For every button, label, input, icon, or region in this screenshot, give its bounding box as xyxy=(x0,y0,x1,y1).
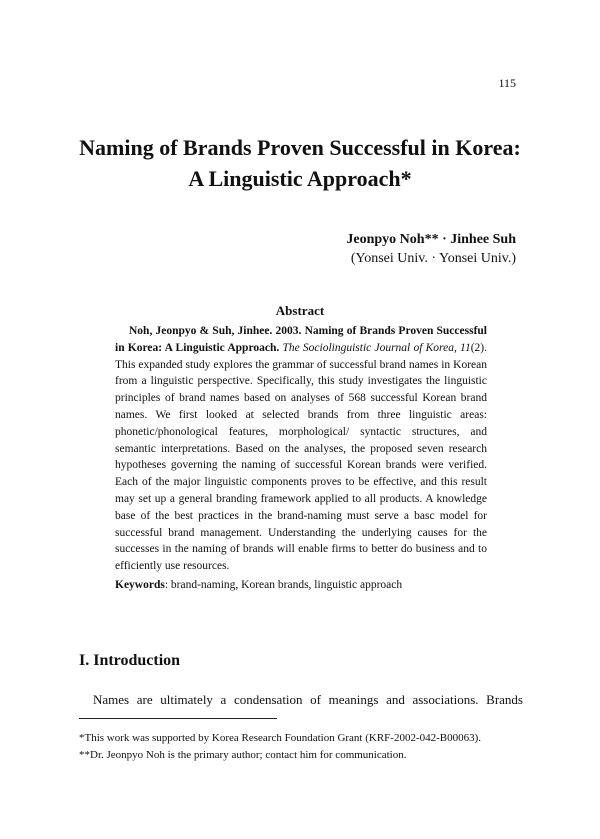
page-number: 115 xyxy=(498,76,516,90)
title-line-1: Naming of Brands Proven Successful in Korea: xyxy=(79,135,521,160)
citation-bold: Noh, Jeonpyo & Suh, Jinhee. 2003. Naming of Brands Proven Successful in Korea: A Linguistic Approach. xyxy=(115,325,487,354)
author-names: Jeonpyo Noh** · Jinhee Suh xyxy=(346,232,516,247)
footnote-rule xyxy=(79,718,277,719)
abstract-paragraph xyxy=(115,323,487,575)
author-affiliations: (Yonsei Univ. · Yonsei Univ.) xyxy=(350,251,516,266)
citation-issue: (2). xyxy=(470,341,487,354)
keywords-text: : brand-naming, Korean brands, linguistic approach xyxy=(164,578,403,591)
footnote-1: *This work was supported by Korea Research Foundation Grant (KRF-2002-042-B00063). xyxy=(79,732,482,744)
citation-journal: The Sociolinguistic Journal of Korea, 11 xyxy=(282,341,471,354)
keywords xyxy=(115,577,487,594)
title-line-2: A Linguistic Approach* xyxy=(188,166,412,191)
keywords-label: Keywords xyxy=(115,578,165,591)
abstract-text: This expanded study explores the grammar of successful brand names in Korean from a linguistic perspective. Specifically, this study investigates the linguistic principles of brand names based on analyses of 568 successful Korean brand names. We first looked at selected brands from three linguistic areas: phonetic/phonological features, morphological/ syntactic structures, and semantic interpretations. Based on the analyses, the proposed seven research hypotheses governing the naming of successful Korean brands were verified. Each of the major linguistic components proves to be effective, and this result may set up a general branding framework applied to all products. A knowledge base of the best practices in the brand-naming must serve a basc model for successful brand management. Understanding the underlying causes for the successes in the naming of brands will enable firms to better do business and to efficiently use resources. xyxy=(115,358,487,573)
paper-title xyxy=(0,132,600,194)
footnote-2: **Dr. Jeonpyo Noh is the primary author; contact him for communication. xyxy=(79,749,407,761)
section-heading: I. Introduction xyxy=(79,652,181,669)
intro-first-line: Names are ultimately a condensation of meanings and associations. Brands xyxy=(93,692,523,707)
footnotes xyxy=(79,730,539,764)
abstract-heading: Abstract xyxy=(275,303,325,318)
author-block xyxy=(346,230,516,268)
abstract-body xyxy=(115,323,487,594)
